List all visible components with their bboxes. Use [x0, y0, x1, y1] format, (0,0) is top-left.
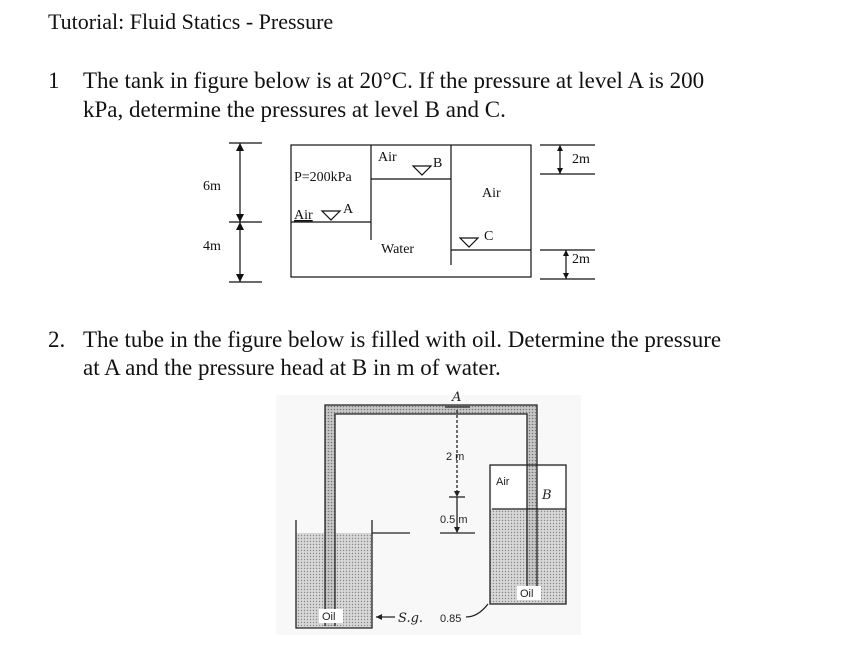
label-sg-value: 0.85 — [440, 613, 462, 625]
dim-6m: 6m — [203, 179, 221, 194]
label-a-tube: A — [452, 390, 462, 405]
question-1-text-line1: The tank in figure below is at 20°C. If the pressure at level A is 200 — [83, 68, 705, 93]
label-oil-left: Oil — [322, 611, 336, 623]
label-c: C — [484, 229, 494, 244]
label-water: Water — [381, 242, 415, 257]
question-2-text-line1: The tube in the figure below is filled with oil. Determine the pressure — [83, 327, 722, 352]
question-1-text-line2: kPa, determine the pressures at level B and C. — [83, 97, 506, 122]
question-2-text-line2: at A and the pressure head at B in m of water. — [83, 355, 501, 380]
label-air-right: Air — [482, 186, 501, 201]
dim-2m-bottom: 2m — [572, 252, 590, 267]
label-air-top: Air — [378, 150, 397, 165]
label-b-tube: B — [542, 488, 552, 503]
dim-2m-tube: 2 m — [446, 451, 465, 463]
dim-05m: 0.5 m — [440, 514, 468, 526]
label-a: A — [343, 202, 354, 217]
label-air-tube: Air — [496, 476, 510, 488]
dim-4m: 4m — [203, 239, 221, 254]
dim-2m-top: 2m — [572, 152, 590, 167]
label-pressure: P=200kPa — [294, 170, 352, 185]
page-title: Tutorial: Fluid Statics - Pressure — [48, 9, 334, 34]
question-2-number: 2. — [48, 327, 66, 352]
question-1-number: 1 — [48, 68, 60, 93]
label-b: B — [433, 156, 443, 171]
label-air-left: Air — [294, 208, 313, 223]
label-sg: S.g. — [398, 611, 424, 626]
label-oil-right: Oil — [520, 588, 534, 600]
